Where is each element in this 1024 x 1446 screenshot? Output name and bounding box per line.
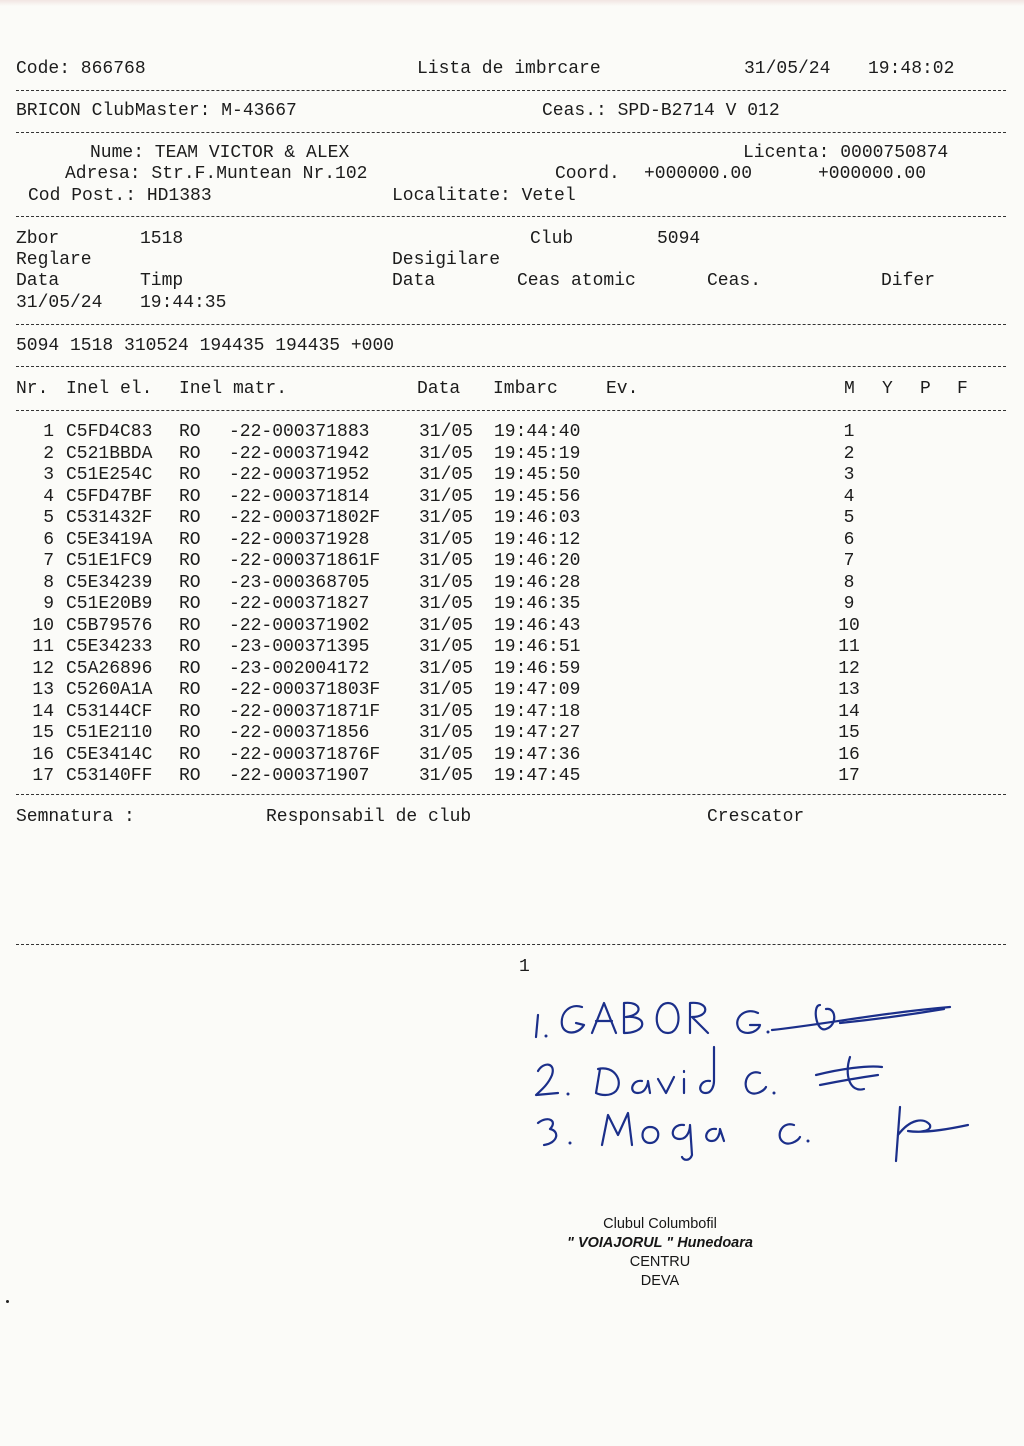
cell-inel-matr: -22-000371871F: [229, 701, 381, 722]
cell-data: 31/05: [419, 723, 474, 743]
unsealing-date-label: Data: [392, 271, 436, 291]
setting-date-label: Data: [16, 271, 60, 291]
license-number: Licenta: 0000750874: [743, 143, 949, 163]
cell-inel-el: C5E34239: [66, 572, 153, 593]
table-row: [0, 550, 1024, 572]
cell-inel-matr: -22-000371803F: [229, 680, 381, 700]
table-row: [0, 593, 1024, 615]
cell-data: 31/05: [419, 422, 474, 442]
cell-nr: 5: [43, 508, 54, 528]
cell-country: RO: [179, 680, 201, 700]
cell-inel-el: C5E3414C: [66, 744, 153, 765]
cell-imbarc: 19:45:19: [494, 443, 581, 464]
table-row: [0, 658, 1024, 680]
document-title: Lista de imbrcare: [417, 59, 601, 79]
divider: [16, 794, 1006, 795]
cell-inel-el: C521BBDA: [66, 443, 153, 464]
cell-inel-el: C5B79576: [66, 615, 153, 636]
divider: [16, 132, 1006, 133]
cell-inel-matr: -23-000371395: [229, 637, 370, 657]
cell-country: RO: [179, 529, 201, 550]
cell-m: 11: [838, 637, 860, 657]
cell-imbarc: 19:47:36: [494, 744, 581, 765]
handwriting-signature: [520, 985, 980, 1175]
page-number: 1: [519, 957, 530, 977]
unsealing-label: Desigilare: [392, 250, 501, 270]
page-edge-tint: [0, 0, 1024, 6]
flight-label: Zbor: [16, 229, 60, 249]
col-imbarc-header: Imbarc: [493, 379, 558, 399]
cell-country: RO: [179, 658, 201, 679]
clock-label: Ceas.: SPD-B2714 V 012: [542, 101, 780, 121]
cell-country: RO: [179, 615, 201, 636]
cell-country: RO: [179, 744, 201, 765]
cell-data: 31/05: [419, 615, 474, 636]
flight-number: 1518: [140, 229, 184, 249]
setting-time: 19:44:35: [140, 293, 227, 313]
coord-x: +000000.00: [644, 164, 753, 184]
cell-country: RO: [179, 637, 201, 657]
setting-time-label: Timp: [140, 271, 184, 291]
cell-nr: 4: [43, 486, 54, 507]
cell-imbarc: 19:47:09: [494, 680, 581, 700]
cell-inel-matr: -22-000371883: [229, 422, 370, 442]
summary-line: 5094 1518 310524 194435 194435 +000: [16, 336, 395, 356]
table-row: [0, 744, 1024, 766]
cell-inel-el: C531432F: [66, 508, 153, 528]
cell-imbarc: 19:47:18: [494, 701, 581, 722]
cell-inel-matr: -22-000371907: [229, 766, 370, 786]
cell-inel-matr: -23-000368705: [229, 572, 370, 593]
stamp-line: DEVA: [640, 1273, 680, 1289]
club-responsible-label: Responsabil de club: [266, 807, 472, 827]
cell-data: 31/05: [419, 486, 474, 507]
cell-m: 13: [838, 680, 860, 700]
club-stamp: [540, 1215, 780, 1291]
cell-inel-el: C53140FF: [66, 766, 153, 786]
cell-inel-el: C5E34233: [66, 637, 153, 657]
cell-nr: 1: [43, 422, 54, 442]
cell-m: 9: [843, 594, 855, 614]
print-date: 31/05/24: [744, 59, 831, 79]
coord-label: Coord.: [555, 164, 620, 184]
print-time: 19:48:02: [868, 59, 955, 79]
col-nr-header: Nr.: [16, 379, 49, 399]
cell-m: 10: [838, 615, 860, 636]
cell-nr: 7: [43, 551, 54, 571]
cell-inel-el: C53144CF: [66, 701, 153, 722]
cell-nr: 3: [43, 465, 54, 485]
table-row: [0, 443, 1024, 465]
table-row: [0, 615, 1024, 637]
cell-inel-el: C51E2110: [66, 723, 153, 743]
atomic-clock-label: Ceas atomic: [517, 271, 636, 291]
cell-data: 31/05: [419, 529, 474, 550]
cell-nr: 8: [43, 572, 54, 593]
cell-inel-matr: -22-000371952: [229, 465, 370, 485]
cell-inel-el: C5260A1A: [66, 680, 153, 700]
difference-label: Difer: [881, 271, 936, 291]
stamp-line: Clubul Columbofil: [603, 1216, 717, 1232]
cell-inel-matr: -22-000371802F: [229, 508, 381, 528]
table-row: [0, 765, 1024, 787]
cell-inel-matr: -22-000371814: [229, 486, 370, 507]
cell-m: 17: [838, 766, 860, 786]
cell-imbarc: 19:47:45: [494, 766, 581, 786]
code-label: Code: 866768: [16, 59, 146, 79]
cell-inel-matr: -22-000371942: [229, 443, 370, 464]
club-label: Club: [530, 229, 574, 249]
cell-m: 4: [843, 486, 855, 507]
col-ev-header: Ev.: [606, 379, 639, 399]
cell-imbarc: 19:46:20: [494, 551, 581, 571]
cell-imbarc: 19:46:12: [494, 529, 581, 550]
divider: [16, 944, 1006, 945]
cell-data: 31/05: [419, 766, 474, 786]
cell-nr: 15: [32, 723, 54, 743]
setting-label: Reglare: [16, 250, 92, 270]
col-f-header: F: [957, 379, 968, 399]
divider: [16, 324, 1006, 325]
cell-nr: 10: [32, 615, 54, 636]
cell-m: 16: [838, 744, 860, 765]
cell-data: 31/05: [419, 680, 474, 700]
cell-m: 12: [838, 658, 860, 679]
cell-imbarc: 19:45:56: [494, 486, 581, 507]
cell-imbarc: 19:46:28: [494, 572, 581, 593]
cell-inel-el: C5A26896: [66, 658, 153, 679]
cell-inel-el: C51E20B9: [66, 594, 153, 614]
col-inel-el-header: Inel el.: [66, 379, 153, 399]
cell-inel-el: C51E254C: [66, 465, 153, 485]
cell-imbarc: 19:46:59: [494, 658, 581, 679]
table-row: [0, 722, 1024, 744]
cell-m: 15: [838, 723, 860, 743]
cell-country: RO: [179, 723, 201, 743]
col-y-header: Y: [882, 379, 893, 399]
divider: [16, 366, 1006, 367]
cell-country: RO: [179, 701, 201, 722]
cell-data: 31/05: [419, 594, 474, 614]
owner-address: Adresa: Str.F.Muntean Nr.102: [65, 164, 368, 184]
cell-data: 31/05: [419, 443, 474, 464]
cell-imbarc: 19:44:40: [494, 422, 581, 442]
cell-data: 31/05: [419, 572, 474, 593]
locality: Localitate: Vetel: [392, 186, 576, 206]
owner-name: Nume: TEAM VICTOR & ALEX: [90, 143, 350, 163]
cell-data: 31/05: [419, 658, 474, 679]
cell-nr: 13: [32, 680, 54, 700]
cell-nr: 9: [43, 594, 54, 614]
cell-inel-el: C5FD47BF: [66, 486, 153, 507]
cell-data: 31/05: [419, 637, 474, 657]
table-row: [0, 507, 1024, 529]
cell-inel-el: C51E1FC9: [66, 551, 153, 571]
cell-m: 6: [843, 529, 855, 550]
col-inel-matr-header: Inel matr.: [179, 379, 288, 399]
cell-imbarc: 19:46:03: [494, 508, 581, 528]
club-number: 5094: [657, 229, 701, 249]
cell-imbarc: 19:46:51: [494, 637, 581, 657]
cell-imbarc: 19:46:35: [494, 594, 581, 614]
cell-m: 2: [843, 443, 855, 464]
clubmaster-label: BRICON ClubMaster: M-43667: [16, 101, 297, 121]
cell-inel-matr: -22-000371861F: [229, 551, 381, 571]
cell-country: RO: [179, 508, 201, 528]
cell-m: 5: [843, 508, 855, 528]
cell-country: RO: [179, 594, 201, 614]
signature-label: Semnatura :: [16, 807, 135, 827]
cell-nr: 6: [43, 529, 54, 550]
cell-m: 3: [843, 465, 855, 485]
cell-m: 8: [843, 572, 855, 593]
col-data-header: Data: [417, 379, 461, 399]
cell-country: RO: [179, 766, 201, 786]
cell-country: RO: [179, 486, 201, 507]
cell-imbarc: 19:47:27: [494, 723, 581, 743]
cell-nr: 14: [32, 701, 54, 722]
coord-y: +000000.00: [818, 164, 927, 184]
cell-nr: 11: [32, 637, 54, 657]
handwritten-names: [520, 985, 980, 1175]
cell-data: 31/05: [419, 551, 474, 571]
table-row: [0, 486, 1024, 508]
divider: [16, 90, 1006, 91]
cell-country: RO: [179, 465, 201, 485]
cell-nr: 2: [43, 443, 54, 464]
postal-code: Cod Post.: HD1383: [28, 186, 212, 206]
table-row: [0, 701, 1024, 723]
cell-m: 1: [843, 422, 855, 442]
cell-m: 7: [843, 551, 855, 571]
cell-imbarc: 19:46:43: [494, 615, 581, 636]
cell-country: RO: [179, 572, 201, 593]
cell-inel-matr: -22-000371856: [229, 723, 370, 743]
cell-data: 31/05: [419, 465, 474, 485]
cell-nr: 17: [32, 766, 54, 786]
table-row: [0, 464, 1024, 486]
table-row: [0, 679, 1024, 701]
cell-country: RO: [179, 443, 201, 464]
cell-inel-matr: -22-000371876F: [229, 744, 381, 765]
stamp-line: CENTRU: [629, 1254, 691, 1270]
cell-nr: 12: [32, 658, 54, 679]
cell-inel-matr: -22-000371902: [229, 615, 370, 636]
divider: [16, 216, 1006, 217]
cell-inel-matr: -22-000371928: [229, 529, 370, 550]
divider: [16, 410, 1006, 411]
cell-inel-matr: -23-002004172: [229, 658, 370, 679]
table-row: [0, 529, 1024, 551]
cell-nr: 16: [32, 744, 54, 765]
clock-column-label: Ceas.: [707, 271, 762, 291]
cell-country: RO: [179, 551, 201, 571]
stamp-line: " VOIAJORUL " Hunedoara: [567, 1235, 753, 1251]
cell-inel-matr: -22-000371827: [229, 594, 370, 614]
table-row: [0, 421, 1024, 443]
cell-m: 14: [838, 701, 860, 722]
cell-data: 31/05: [419, 701, 474, 722]
setting-date: 31/05/24: [16, 293, 103, 313]
cell-imbarc: 19:45:50: [494, 465, 581, 485]
col-p-header: P: [920, 379, 931, 399]
cell-inel-el: C5FD4C83: [66, 422, 153, 442]
paper-mark: [6, 1300, 9, 1303]
col-m-header: M: [844, 379, 855, 399]
cell-inel-el: C5E3419A: [66, 529, 153, 550]
cell-country: RO: [179, 422, 201, 442]
cell-data: 31/05: [419, 744, 474, 765]
breeder-label: Crescator: [707, 807, 805, 827]
table-row: [0, 636, 1024, 658]
cell-data: 31/05: [419, 508, 474, 528]
table-row: [0, 572, 1024, 594]
